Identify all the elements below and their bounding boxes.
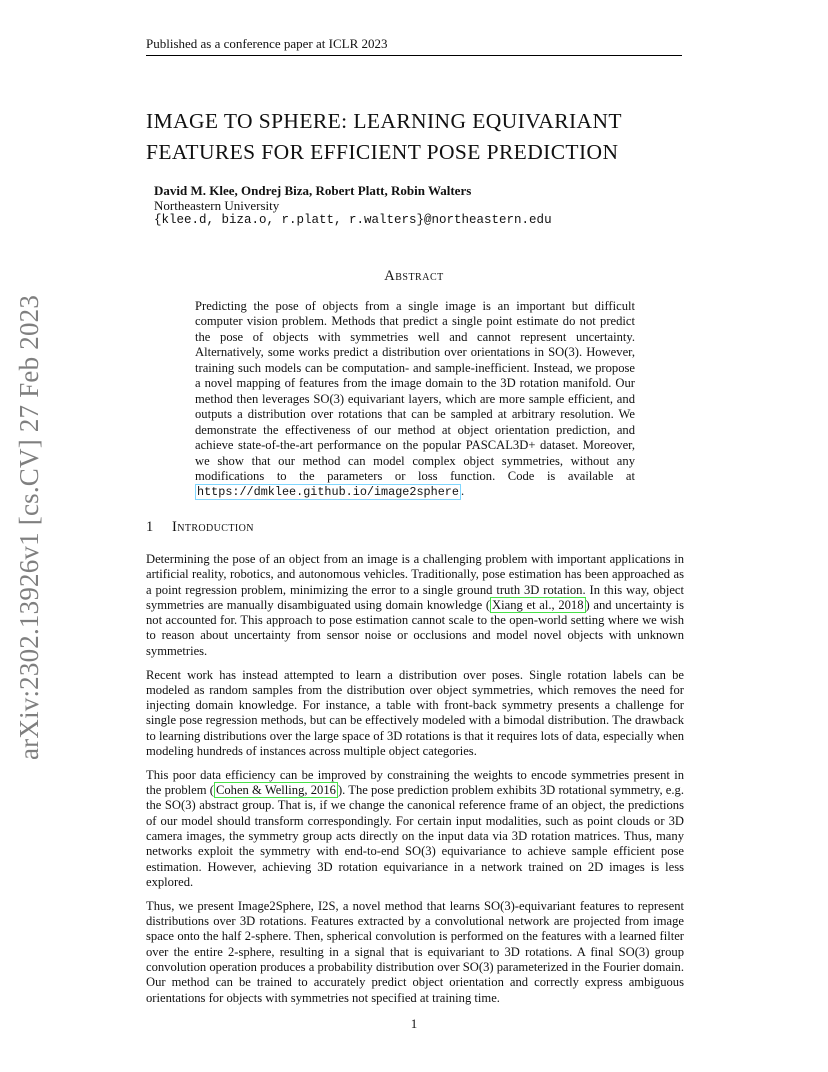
title-word-rest: FFICIENT: [323, 140, 427, 164]
paragraph-text: This poor data efficiency can be improved by constraining the weights to encode symmetries present in the problem (: [146, 767, 684, 798]
title-word: E: [472, 109, 486, 133]
paragraph-text: ). The pose prediction problem exhibits 3D rotational symmetry, e.g. the SO(3) abstract group. That is, if we change the canonical reference frame of an object, the predictions of our model should transform correspondingly. For certain input modalities, such as point clouds or 3D camera images, the symmetry group acts directly on the input data via 3D rotation matrices. Thus, many networks exploit the symmetry with end-to-end SO(3) equivariance to achieve sample efficient pose estimation. However, achieving 3D rotation equivariance in a network trained on 2D images is less explored.: [146, 783, 684, 889]
title-word: P: [426, 140, 439, 164]
title-word: L: [353, 109, 367, 133]
title-word: P: [486, 140, 499, 164]
title-word: F: [146, 140, 159, 164]
author-affiliation: Northeastern University: [154, 198, 280, 213]
author-block: [154, 183, 674, 228]
title-word-rest: REDICTION: [498, 140, 619, 164]
abstract-heading: Abstract: [384, 268, 444, 284]
introduction-body: [146, 552, 684, 1014]
title-word-rest: MAGE TO: [153, 109, 259, 133]
title-word-rest: EARNING: [366, 109, 473, 133]
running-header: Published as a conference paper at ICLR 2023: [146, 36, 682, 56]
paragraph-text: Determining the pose of an object from an image is a challenging problem with important applications in artificial reality, robotics, and autonomous vehicles. Traditionally, pose estimation has been approached as a point regression problem, minimizing the error to a single ground truth 3D rotation. In this way, object symmetries are manually disambiguated using domain knowledge (: [146, 552, 684, 612]
title-line-2: [146, 137, 706, 168]
arxiv-side-stamp: arXiv:2302.13926v1 [cs.CV] 27 Feb 2023: [14, 294, 44, 760]
paragraph: [146, 768, 684, 890]
section-number: 1: [146, 519, 154, 535]
title-word: E: [310, 140, 324, 164]
paragraph-text: ) and uncertainty is not accounted for. This approach to pose estimation cannot scale to the open-world setting where we wish to reason about uncertainty from sensor noise or occlusions and model novel objects with unknown symmetries.: [146, 597, 684, 658]
paper-title: [146, 106, 706, 168]
title-line-1: [146, 106, 706, 137]
title-word: I: [146, 109, 154, 133]
title-word-rest: OSE: [438, 140, 487, 164]
abstract-body: Predicting the pose of objects from a single image is an important but difficult computer vision problem. Methods that predict a single point estimate do not predict the pose of objects with symmetries well and cannot represent uncertainty. Alternatively, some works predict a distribution over orientations in SO(3). However, training such models can be computation- and sample-inefficient. Instead, we propose a novel mapping of features from the image domain to the 3D rotation manifold. Our method then leverages SO(3) equivariant layers, which are more sample efficient, and outputs a distribution over rotations that can be sampled at arbitrary resolution. We demonstrate the effectiveness of our method at object orientation prediction, and achieve state-of-the-art performance on the popular PASCAL3D+ dataset. Moreover, we show that our method can model complex object symmetries, without any modifications to the parameters or loss function. Code is available at: [195, 299, 635, 483]
abstract-end: .: [460, 484, 465, 499]
paragraph: Thus, we present Image2Sphere, I2S, a novel method that learns SO(3)-equivariant features to represent distributions over 3D rotations. Features extracted by a convolutional network are projected from image space onto the half 2-sphere. Then, spherical convolution is performed on the features with a learned filter over the entire 2-sphere, resulting in a signal that is equivariant to 3D rotations. A final SO(3) group convolution operation produces a probability distribution over SO(3) parameterized in the Fourier domain. Our method can be trained to accurately predict object orientation and correctly express ambiguous orientations for objects with symmetries not specified at training time.: [146, 898, 684, 1005]
title-word-rest: EATURES FOR: [158, 140, 311, 164]
author-emails[interactable]: {klee.d, biza.o, r.platt, r.walters}@northeastern.edu: [154, 213, 552, 227]
section-title: Introduction: [172, 519, 254, 535]
section-heading-introduction: [146, 519, 682, 536]
paragraph: [146, 552, 684, 659]
author-names: David M. Klee, Ondrej Biza, Robert Platt, Robin Walters: [154, 183, 472, 198]
code-link[interactable]: https://dmklee.github.io/image2sphere: [197, 485, 459, 500]
title-word-rest: PHERE:: [271, 109, 354, 133]
page-number: 1: [410, 1016, 418, 1031]
citation-link[interactable]: Cohen & Welling, 2016: [215, 783, 336, 798]
title-word: S: [258, 109, 272, 133]
paragraph: Recent work has instead attempted to learn a distribution over poses. Single rotation labels can be modeled as random samples from the distribution over object symmetries, which removes the need for injecting domain knowledge. For instance, a table with front-back symmetry presents a challenge for single pose regression methods, but can be effectively modeled with a bimodal distribution. The drawback to learning distributions over the large space of 3D rotations is that it requires lots of data, especially when modeling hundreds of instances across multiple object categories.: [146, 667, 684, 759]
citation-link[interactable]: Xiang et al., 2018: [492, 597, 584, 612]
title-word-rest: QUIVARIANT: [485, 109, 622, 133]
abstract-text: [195, 299, 635, 501]
